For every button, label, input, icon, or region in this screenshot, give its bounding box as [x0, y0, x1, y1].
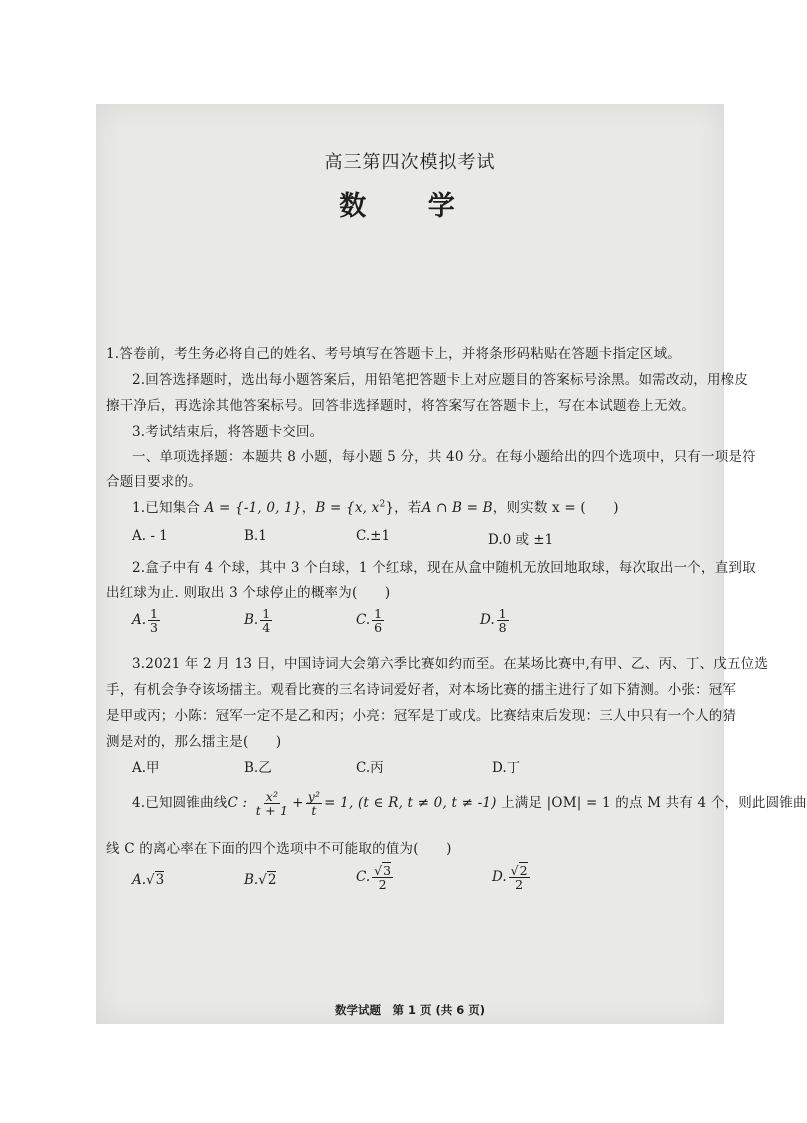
question-4-stem: 4.已知圆锥曲线C : $\frac{\text{x²}}{t + 1}$ + $\frac{\text{y²}}{t}$ = 1, (t ∈ R, t ≠ 0, t ≠ -1) 上满足 |OM| = 1 的点 M 共有 4 个，则此圆锥曲: [132, 789, 807, 819]
q2-option-c: C. $\frac{1}{6}$: [356, 606, 383, 636]
q1-option-a: A. - 1: [132, 528, 168, 544]
instruction-line: 1.答卷前，考生务必将自己的姓名、考号填写在答题卡上，并将条形码粘贴在答题卡指定区域。: [106, 346, 681, 362]
q2-option-d: D. $\frac{1}{8}$: [480, 606, 507, 636]
q1-option-c: C.±1: [356, 528, 391, 544]
q3-option-a: A.甲: [132, 760, 160, 776]
exam-title: 数 学: [339, 191, 481, 222]
question-3-line: 是甲或丙；小陈：冠军一定不是乙和丙；小亮：冠军是丁或戊。比赛结束后发现：三人中只有一个人的猜: [106, 708, 737, 724]
q2-option-b: B. $\frac{1}{4}$: [244, 606, 271, 636]
q4-option-c: C. $\frac{√3}{2}$: [356, 863, 392, 893]
q3-option-b: B.乙: [244, 760, 272, 776]
section-heading: 一、单项选择题：本题共 8 小题，每小题 5 分，共 40 分。在每小题给出的四个选项中，只有一项是符: [132, 449, 756, 465]
q3-option-d: D.丁: [492, 760, 521, 776]
q1-option-d: D.0 或 ±1: [488, 532, 554, 548]
instruction-line: 3.考试结束后，将答题卡交回。: [132, 424, 324, 440]
question-3-line: 测是对的，那么擂主是( ): [106, 734, 282, 750]
q1-set-b: B = {x, x: [315, 500, 380, 516]
q4-option-a: A.√3: [132, 872, 165, 888]
section-heading: 合题目要求的。: [106, 474, 202, 490]
exam-page: [96, 104, 807, 1024]
question-2-line: 出红球为止. 则取出 3 个球停止的概率为( ): [106, 585, 391, 601]
q4-option-d: D. $\frac{√2}{2}$: [492, 863, 528, 893]
instruction-line: 擦干净后，再选涂其他答案标号。回答非选择题时，将答案写在答题卡上，写在本试题卷上无效。: [106, 398, 696, 414]
question-1-stem: 1.已知集合 A = {-1, 0, 1}，B = {x, $x^2$}，若A ∩ B = B，则实数 x = ( ): [132, 499, 619, 516]
q1-option-b: B.1: [244, 528, 267, 544]
page-footer: 数学试题 第 1 页 (共 6 页): [334, 1003, 486, 1017]
q1-prefix: 1.已知集合: [132, 500, 201, 516]
q4-option-b: B.√2: [244, 872, 277, 888]
q3-option-c: C.丙: [356, 760, 384, 776]
q1-condition: A ∩ B = B: [421, 500, 493, 516]
question-2-line: 2.盒子中有 4 个球，其中 3 个白球，1 个红球，现在从盒中随机无放回地取球，每次取出一个，直到取: [132, 560, 756, 576]
question-3-line: 3.2021 年 2 月 13 日，中国诗词大会第六季比赛如约而至。在某场比赛中,有甲、乙、丙、丁、戊五位选: [132, 656, 769, 672]
q1-mid: ，若: [394, 500, 422, 516]
q1-set-a: A = {-1, 0, 1}: [204, 500, 302, 516]
q1-suffix: ，则实数 x = ( ): [492, 500, 619, 516]
question-3-line: 手，有机会争夺该场擂主。观看比赛的三名诗词爱好者，对本场比赛的擂主进行了如下猜测。小张：冠军: [106, 682, 737, 698]
instruction-line: 2.回答选择题时，选出每小题答案后，用铅笔把答题卡上对应题目的答案标号涂黑。如需改动，用橡皮: [132, 372, 749, 388]
q2-option-a: A. $\frac{1}{3}$: [132, 606, 158, 636]
exam-subtitle: 高三第四次模拟考试: [324, 152, 496, 173]
question-4-line: 线 C 的离心率在下面的四个选项中不可能取的值为( ): [106, 841, 452, 857]
